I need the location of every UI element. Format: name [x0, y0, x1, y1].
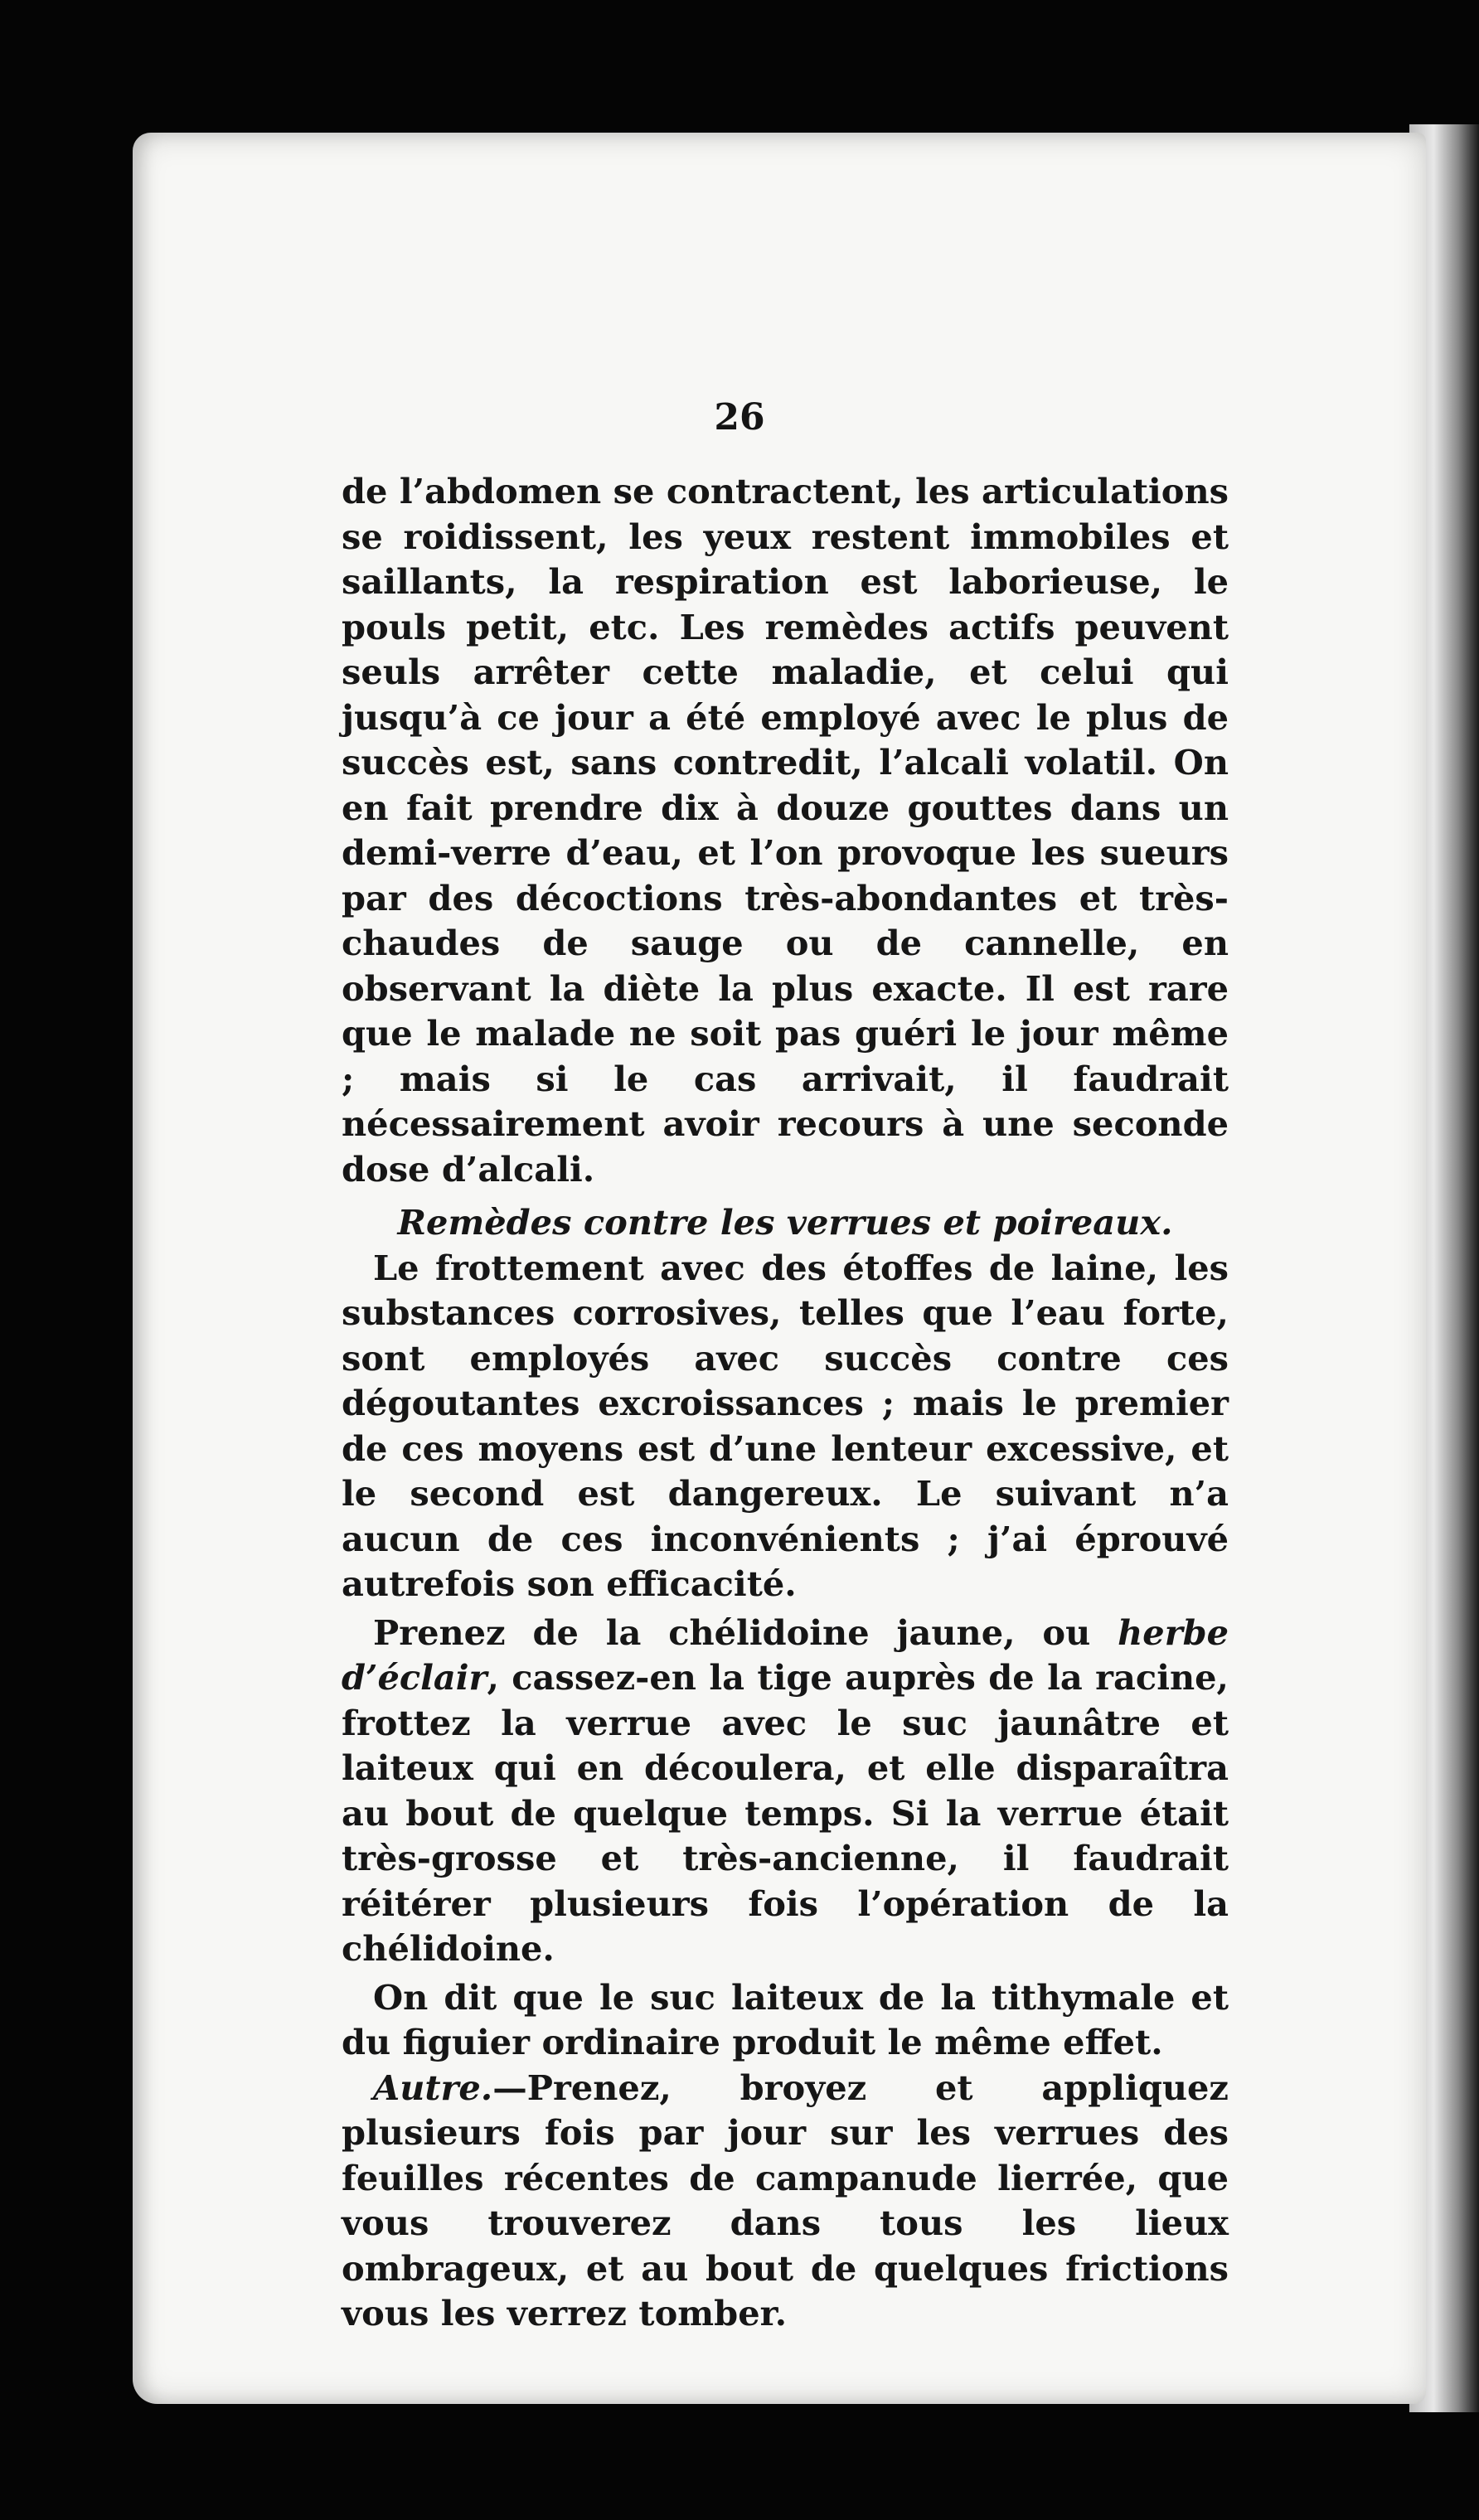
paragraph-2: Le frottement avec des étoffes de laine, les substances corrosives, telles que l’eau forte, sont employés avec succès contre ces dégoutantes excroissances ; mais le premier de ces moyens est d’une lenteur excessive, et le second est dangereux. Le suivant n’a aucun de ces inconvénients ; j’ai éprouvé autrefois son efficacité.	[342, 1247, 1229, 1604]
paragraph-3-end: , cassez-en la tige auprès de la racine, frottez la verrue avec le suc jaunâtre et laiteux qui en découlera, et elle disparaîtra au bout de quelque temps. Si la verrue était très-grosse et très-ancienne, il faudrait réitérer plusieurs fois l’opération de la chélidoine.	[342, 1657, 1229, 1969]
paragraph-3-italic: herbe d’éclair	[342, 1611, 1229, 1698]
paragraph-5-italic: Autre.	[373, 2067, 493, 2108]
paragraph-3	[342, 1611, 1229, 1972]
paragraph-3-start: Prenez de la chélidoine jaune, ou	[373, 1611, 1118, 1653]
page-body	[342, 469, 1229, 2337]
page-number: 26	[714, 396, 765, 439]
paragraph-1: de l’abdomen se contractent, les articulations se roidissent, les yeux restent immobiles et saillants, la respiration est laborieuse, le pouls petit, etc. Les remèdes actifs peuvent seuls arrêter cette maladie, et celui qui jusqu’à ce jour a été employé avec le plus de succès est, sans contredit, l’alcali volatil. On en fait prendre dix à douze gouttes dans un demi-verre d’eau, et l’on provoque les sueurs par des décoctions très-abondantes et très-chaudes de sauge ou de cannelle, en observant la diète la plus exacte. Il est rare que le malade ne soit pas guéri le jour même ; mais si le cas arrivait, il faudrait nécessairement avoir recours à une seconde dose d’alcali.	[342, 471, 1229, 1190]
paragraph-4: On dit que le suc laiteux de la tithymale et du figuier ordinaire produit le même effet.	[342, 1976, 1229, 2062]
paragraph-5	[342, 2066, 1229, 2337]
paragraph-5-end: —Prenez, broyez et appliquez plusieurs fois par jour sur les verrues des feuilles récentes de campanude lierrée, que vous trouverez dans tous les lieux ombrageux, et au bout de quelques frictions vous les verrez tomber.	[342, 2067, 1229, 2333]
section-heading: Remèdes contre les verrues et poireaux.	[397, 1202, 1173, 1243]
